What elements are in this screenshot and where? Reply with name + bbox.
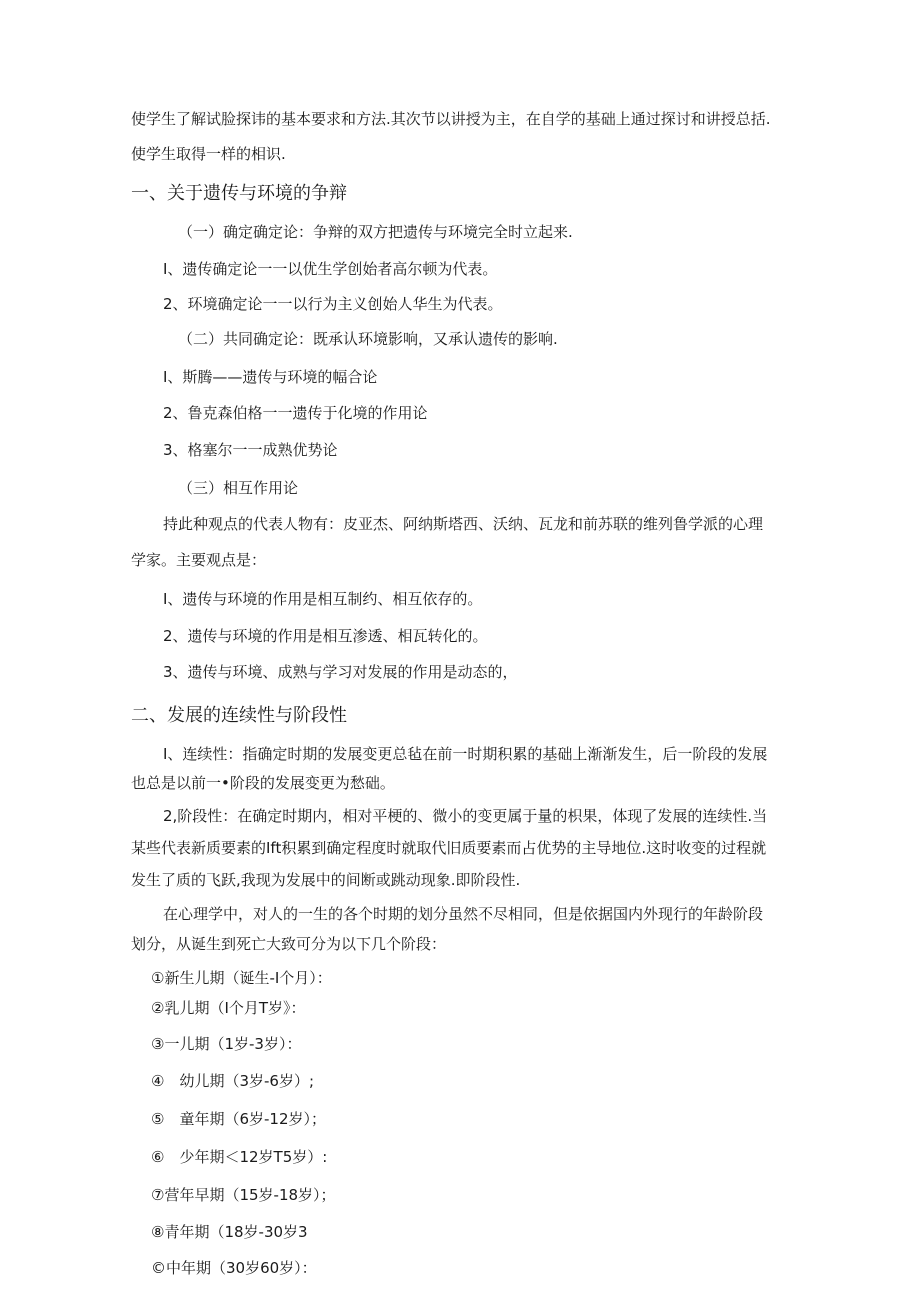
subsection-title: （三）相互作用论 — [178, 479, 299, 497]
stage-list-item: ⑤ 童年期（6岁-12岁）； — [151, 1110, 326, 1128]
body-paragraph-line: I、连续性：指确定时期的发展变更总毡在前一时期积累的基础上渐渐发生，后一阶段的发展 — [163, 745, 768, 763]
stage-list-item: ②乳儿期（I个月T岁》： — [151, 999, 306, 1017]
section-heading: 二、发展的连续性与阶段性 — [131, 705, 347, 726]
body-paragraph-line: 某些代表新质要素的Ift积累到确定程度时就取代旧质要素而占优势的主导地位.这时收变的过程就 — [131, 839, 767, 857]
list-item: 2、遗传与环境的作用是相互渗透、相瓦转化的。 — [163, 627, 488, 645]
subsection-title: （一）确定确定论：争辩的双方把遗传与环境完全时立起来. — [178, 223, 573, 241]
body-paragraph-line: 划分，从诞生到死亡大致可分为以下几个阶段： — [131, 935, 447, 953]
stage-list-item: ⑧青年期（18岁-30岁3 — [151, 1223, 308, 1241]
body-paragraph-line: 在心理学中，对人的一生的各个时期的划分虽然不尽相同，但是依据国内外现行的年龄阶段 — [163, 905, 764, 923]
list-item: 3、遗传与环境、成熟与学习对发展的作用是动态的， — [163, 663, 518, 681]
stage-list-item: ③一儿期（1岁-3岁）： — [151, 1035, 302, 1053]
section-heading: 一、关于遗传与环境的争辩 — [131, 183, 347, 204]
body-paragraph-line: 持此种观点的代表人物有：皮亚杰、阿纳斯塔西、沃纳、瓦龙和前苏联的维列鲁学派的心理 — [163, 515, 764, 533]
list-item: 2、鲁克森伯格一一遗传于化境的作用论 — [163, 404, 428, 422]
list-item: 2、环境确定论一一以行为主义创始人华生为代表。 — [163, 295, 503, 313]
list-item: 3、格塞尔一一成熟优势论 — [163, 441, 338, 459]
list-item: I、斯腾——遗传与环境的幅合论 — [163, 368, 378, 386]
stage-list-item: ©中年期（30岁60岁）： — [151, 1259, 317, 1277]
intro-paragraph-line: 使学生了解试脸探讳的基本要求和方法.其次节以讲授为主，在自学的基础上通过探讨和讲授总括. — [131, 110, 771, 128]
list-item: I、遗传确定论一一以优生学创始者高尔顿为代表。 — [163, 260, 498, 278]
intro-paragraph-line: 使学生取得一样的相识. — [131, 145, 286, 163]
stage-list-item: ⑥ 少年期＜12岁T5岁）: — [151, 1148, 328, 1166]
stage-list-item: ④ 幼儿期（3岁-6岁）; — [151, 1072, 315, 1090]
stage-list-item: ①新生儿期（诞生-I个月）： — [151, 969, 332, 987]
body-paragraph-line: 也总是以前一•阶段的发展变更为愁础。 — [131, 774, 395, 792]
subsection-title: （二）共同确定论：既承认环境影响，又承认遗传的影响. — [178, 330, 558, 348]
body-paragraph-line: 2,阶段性：在确定时期内，相对平梗的、微小的变更属于量的枳果，体现了发展的连续性.当 — [163, 807, 768, 825]
body-paragraph-line: 发生了质的飞跃,我现为发展中的间断或跳动现象.即阶段性. — [131, 871, 521, 889]
list-item: I、遗传与环境的作用是相互制约、相互依存的。 — [163, 590, 483, 608]
body-paragraph-line: 学家。主要观点是： — [131, 551, 267, 569]
stage-list-item: ⑦营年早期（15岁-18岁）； — [151, 1186, 336, 1204]
